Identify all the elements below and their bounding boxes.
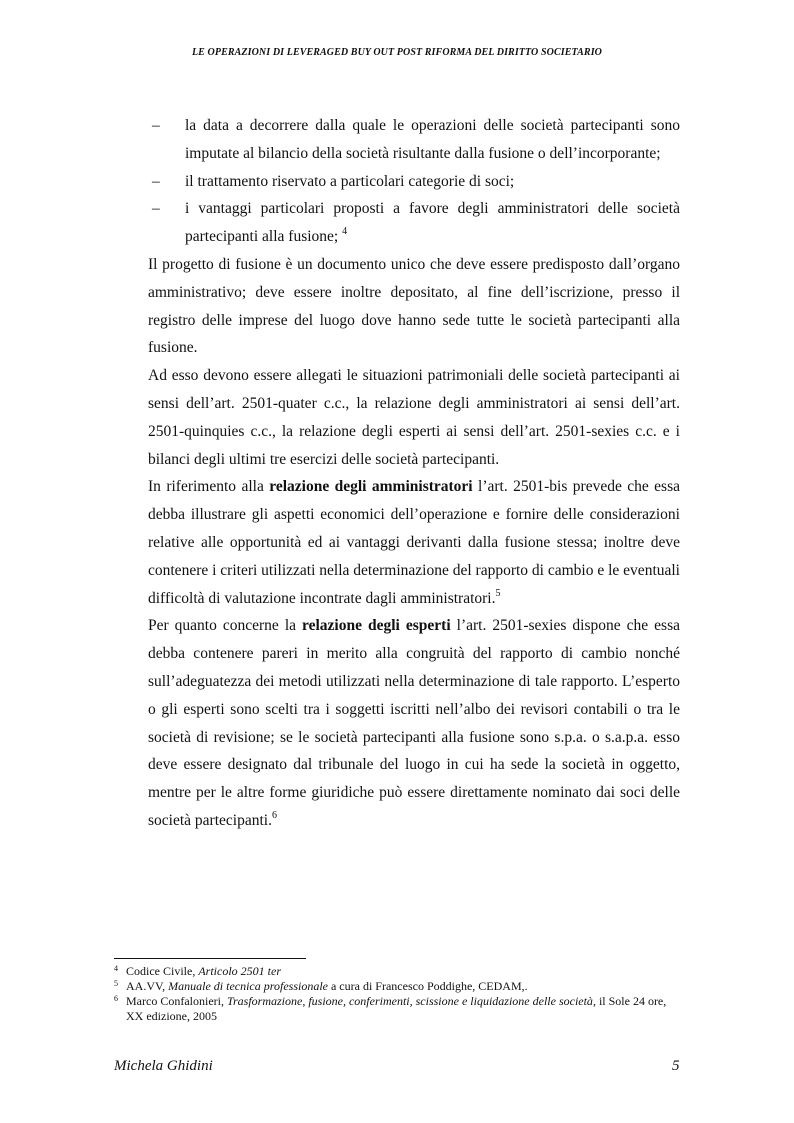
bold-term: relazione degli amministratori [269,478,473,496]
paragraph [148,473,680,612]
bold-term: relazione degli esperti [302,617,451,635]
footnote-number: 4 [114,964,118,973]
footnote-ref: 5 [495,587,501,599]
footnote [114,994,684,1024]
paragraph: Il progetto di fusione è un documento unico che deve essere predisposto dall’organo amministrativo; deve essere inoltre depositato, al fine dell’iscrizione, presso il registro delle imprese del luogo dove hanno sede tutte le società partecipanti alla fusione. [148,255,680,357]
paragraph [148,612,680,834]
paragraph: Ad esso devono essere allegati le situazioni patrimoniali delle società partecipanti ai sensi dell’art. 2501-quater c.c., la relazione degli amministratori ai sensi dell’art. 2501-quinquies c.c., la relazione degli esperti ai sensi dell’art. 2501-sexies c.c. e i bilanci degli ultimi tre esercizi delle società partecipanti. [148,367,680,468]
footnote-title: Trasformazione, fusione, conferimenti, scissione e liquidazione delle società [226,994,593,1008]
bullet-dash: – [152,117,160,134]
bullet-dash: – [152,172,160,190]
footnote-text: , il Sole 24 ore, XX edizione, 2005 [126,994,667,1023]
footer-author: Michela Ghidini [114,1058,213,1074]
paragraph-text: l’art. 2501-bis prevede che essa debba illustrare gli aspetti economici dell’operazione e fornire delle considerazioni relative alle opportunità ed ai vantaggi derivanti dalla fusione stessa; inoltre deve contenere i criteri utilizzati nella determinazione del rapporto di cambio e le eventuali difficoltà di valutazione incontrate dagli amministratori. [148,478,680,607]
footnote-number: 6 [114,994,118,1003]
paragraph-text: Per quanto concerne la [148,617,303,635]
footnote-divider [114,958,306,959]
list-item [148,168,680,196]
footnote [114,964,684,979]
list-item-text: il trattamento riservato a particolari categorie di soci; [185,172,515,190]
footnote-number: 5 [114,979,118,988]
footnote-text: a cura di Francesco Poddighe, CEDAM,. [327,979,528,993]
list-item-text: la data a decorrere dalla quale le operazioni delle società partecipanti sono imputate al bilancio della società risultante dalla fusione o dell’incorporante; [185,117,680,162]
footnote-text: Codice Civile, [126,964,199,978]
footnote-title: Manuale di tecnica professionale [168,979,328,993]
list-item [148,112,680,168]
footnote-ref: 6 [271,809,277,821]
footnote [114,979,684,994]
footnotes [114,964,684,1024]
paragraph-text: In riferimento alla [148,478,270,496]
paragraph-text: l’art. 2501-sexies dispone che essa debba contenere pareri in merito alla congruità del rapporto di cambio nonché sull’adeguatezza dei metodi utilizzati nella determinazione di tale rapporto. L’esperto o gli esperti sono scelti tra i soggetti iscritti nell’albo dei revisori contabili o tra le società di revisione; se le società partecipanti alla fusione sono s.p.a. o s.a.p.a. esso deve essere designato dal tribunale del luogo in cui ha sede la società in oggetto, mentre per le altre forme giuridiche può essere direttamente nominato dai soci delle società partecipanti. [148,617,680,829]
footnote-text: Marco Confalonieri, [126,994,227,1008]
list-item-text: i vantaggi particolari proposti a favore degli amministratori delle società partecipanti alla fusione; [185,200,680,246]
list-item [148,195,680,251]
bullet-dash: – [152,200,160,218]
page-number: 5 [672,1058,680,1074]
footnote-text: AA.VV, [126,979,169,993]
footnote-ref: 4 [342,226,348,238]
body-text [148,112,680,835]
footnote-title: Articolo 2501 ter [198,964,281,978]
running-header: LE OPERAZIONI DI LEVERAGED BUY OUT POST RIFORMA DEL DIRITTO SOCIETARIO [191,47,603,58]
